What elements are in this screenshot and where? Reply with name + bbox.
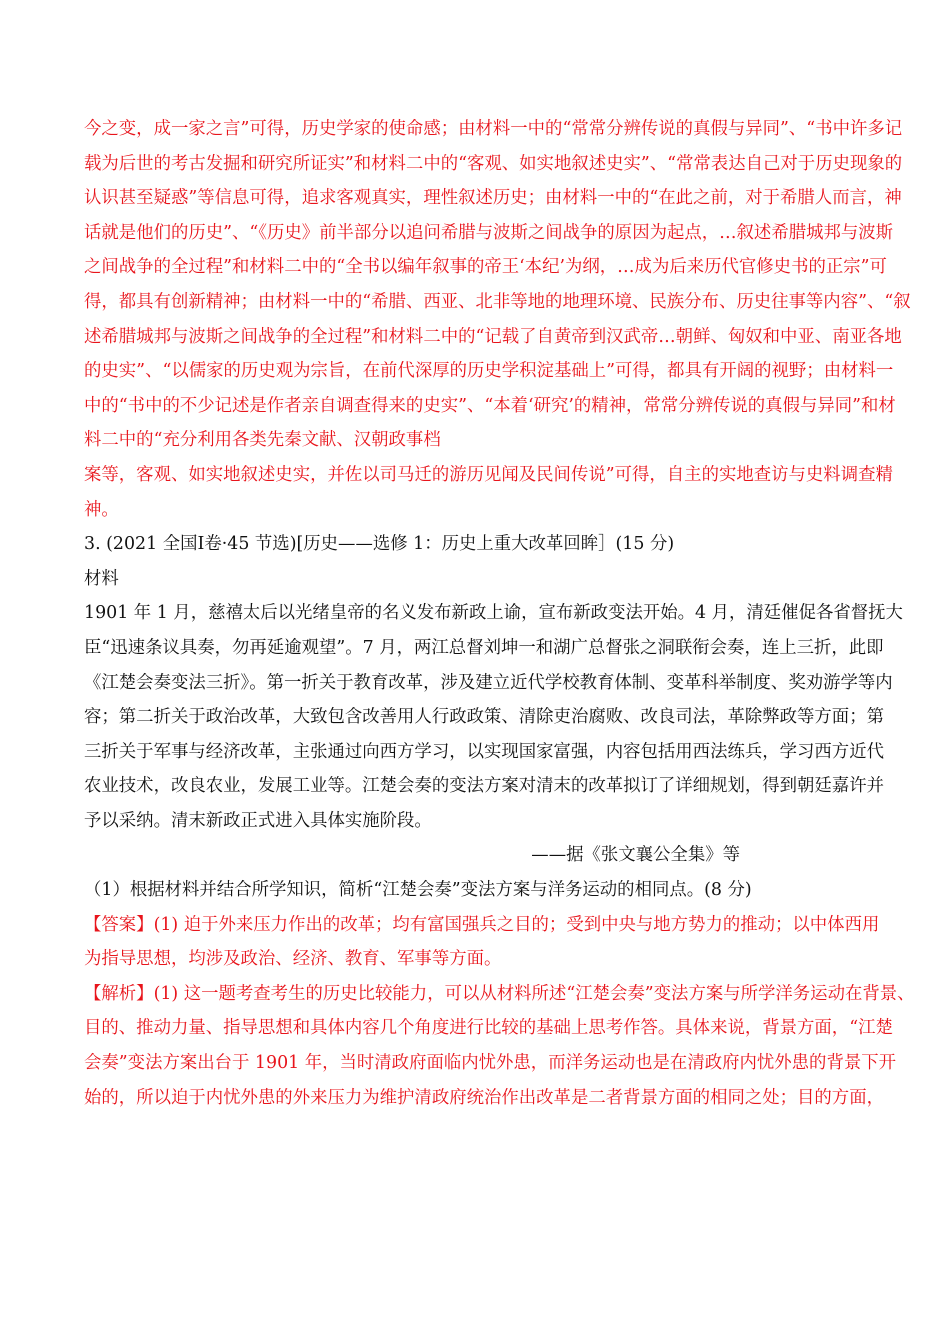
text-line: 【解析】(1) 这一题考查考生的历史比较能力，可以从材料所述“江楚会奏”变法方案与所学洋务运动在背景、 — [84, 983, 915, 1004]
sub-question-1: （1）根据材料并结合所学知识，简析“江楚会奏”变法方案与洋务运动的相同点。(8 分) — [84, 880, 752, 901]
answer-block — [84, 908, 880, 977]
text-line: 之间战争的全过程”和材料二中的“全书以编年叙事的帝王‘本纪’为纲，…成为后来历代官修史书的正宗”可 — [84, 257, 887, 278]
material-text — [84, 596, 903, 838]
material-source: ——据《张文襄公全集》等 — [531, 845, 740, 866]
text-line: 会奏”变法方案出台于 1901 年，当时清政府面临内忧外患，而洋务运动也是在清政府内忧外患的背景下开 — [84, 1053, 897, 1074]
text-line: 臣“迅速条议具奏，勿再延逾观望”。7 月，两江总督刘坤一和湖广总督张之洞联衔会奏，连上三折，此即 — [84, 637, 884, 658]
text-line: 三折关于军事与经济改革，主张通过向西方学习，以实现国家富强，内容包括用西法练兵，学习西方近代 — [84, 741, 884, 762]
text-line: 目的、推动力量、指导思想和具体内容几个角度进行比较的基础上思考作答。具体来说，背景方面，“江楚 — [84, 1018, 893, 1039]
analysis-block — [84, 977, 915, 1115]
text-line: 容；第二折关于政治改革，大致包含改善用人行政政策、清除吏治腐败、改良司法，革除弊政等方面；第 — [84, 707, 884, 728]
text-line: 予以采纳。清末新政正式进入具体实施阶段。 — [84, 810, 432, 831]
material-label: 材料 — [84, 568, 119, 589]
text-line: 【答案】(1) 迫于外来压力作出的改革；均有富国强兵之目的；受到中央与地方势力的推动；以中体西用 — [84, 914, 880, 935]
text-line: 载为后世的考古发掘和研究所证实”和材料二中的“客观、如实地叙述史实”、“常常表达自己对于历史现象的 — [84, 153, 903, 174]
text-line: 神。 — [84, 499, 119, 520]
text-line: 料二中的“充分利用各类先秦文献、汉朝政事档 — [84, 430, 441, 451]
text-line: 中的“书中的不少记述是作者亲自调查得来的史实”、“本着‘研究’的精神，常常分辨传说的真假与异同”和材 — [84, 395, 896, 416]
text-line: 农业技术，改良农业，发展工业等。江楚会奏的变法方案对清末的改革拟订了详细规划，得到朝廷嘉许并 — [84, 776, 884, 797]
text-line: 《江楚会奏变法三折》。第一折关于教育改革，涉及建立近代学校教育体制、变革科举制度、奖劝游学等内 — [84, 672, 893, 693]
question-header: 3. (2021 全国Ⅰ卷·45 节选)[历史——选修 1：历史上重大改革回眸］(15 分) — [84, 534, 675, 555]
text-line: 认识甚至疑惑”等信息可得，追求客观真实，理性叙述历史；由材料一中的“在此之前，对于希腊人而言，神 — [84, 188, 902, 209]
question-3 — [84, 527, 915, 1115]
text-line: 今之变，成一家之言”可得，历史学家的使命感；由材料一中的“常常分辨传说的真假与异同”、“书中许多记 — [84, 119, 903, 139]
previous-analysis-continuation — [84, 112, 911, 527]
text-line: 案等，客观、如实地叙述史实，并佐以司马迁的游历见闻及民间传说”可得，自主的实地查访与史料调查精 — [84, 464, 893, 485]
text-line: 始的，所以迫于内忧外患的外来压力为维护清政府统治作出改革是二者背景方面的相同之处；目的方面， — [84, 1087, 884, 1108]
text-line: 为指导思想，均涉及政治、经济、教育、军事等方面。 — [84, 949, 502, 970]
text-line: 1901 年 1 月，慈禧太后以光绪皇帝的名义发布新政上谕，宣布新政变法开始。4 月，清廷催促各省督抚大 — [84, 603, 903, 624]
text-line: 得，都具有创新精神；由材料一中的“希腊、西亚、北非等地的地理环境、民族分布、历史往事等内容”、“叙 — [84, 291, 911, 312]
text-line: 述希腊城邦与波斯之间战争的全过程”和材料二中的“记载了自黄帝到汉武帝…朝鲜、匈奴和中亚、南亚各地 — [84, 326, 902, 347]
text-line: 话就是他们的历史”、“《历史》前半部分以追问希腊与波斯之间战争的原因为起点，…叙述希腊城邦与波斯 — [84, 222, 894, 243]
text-line: 的史实”、“以儒家的历史观为宗旨，在前代深厚的历史学积淀基础上”可得，都具有开阔的视野；由材料一 — [84, 361, 894, 382]
page-content — [84, 112, 915, 1115]
